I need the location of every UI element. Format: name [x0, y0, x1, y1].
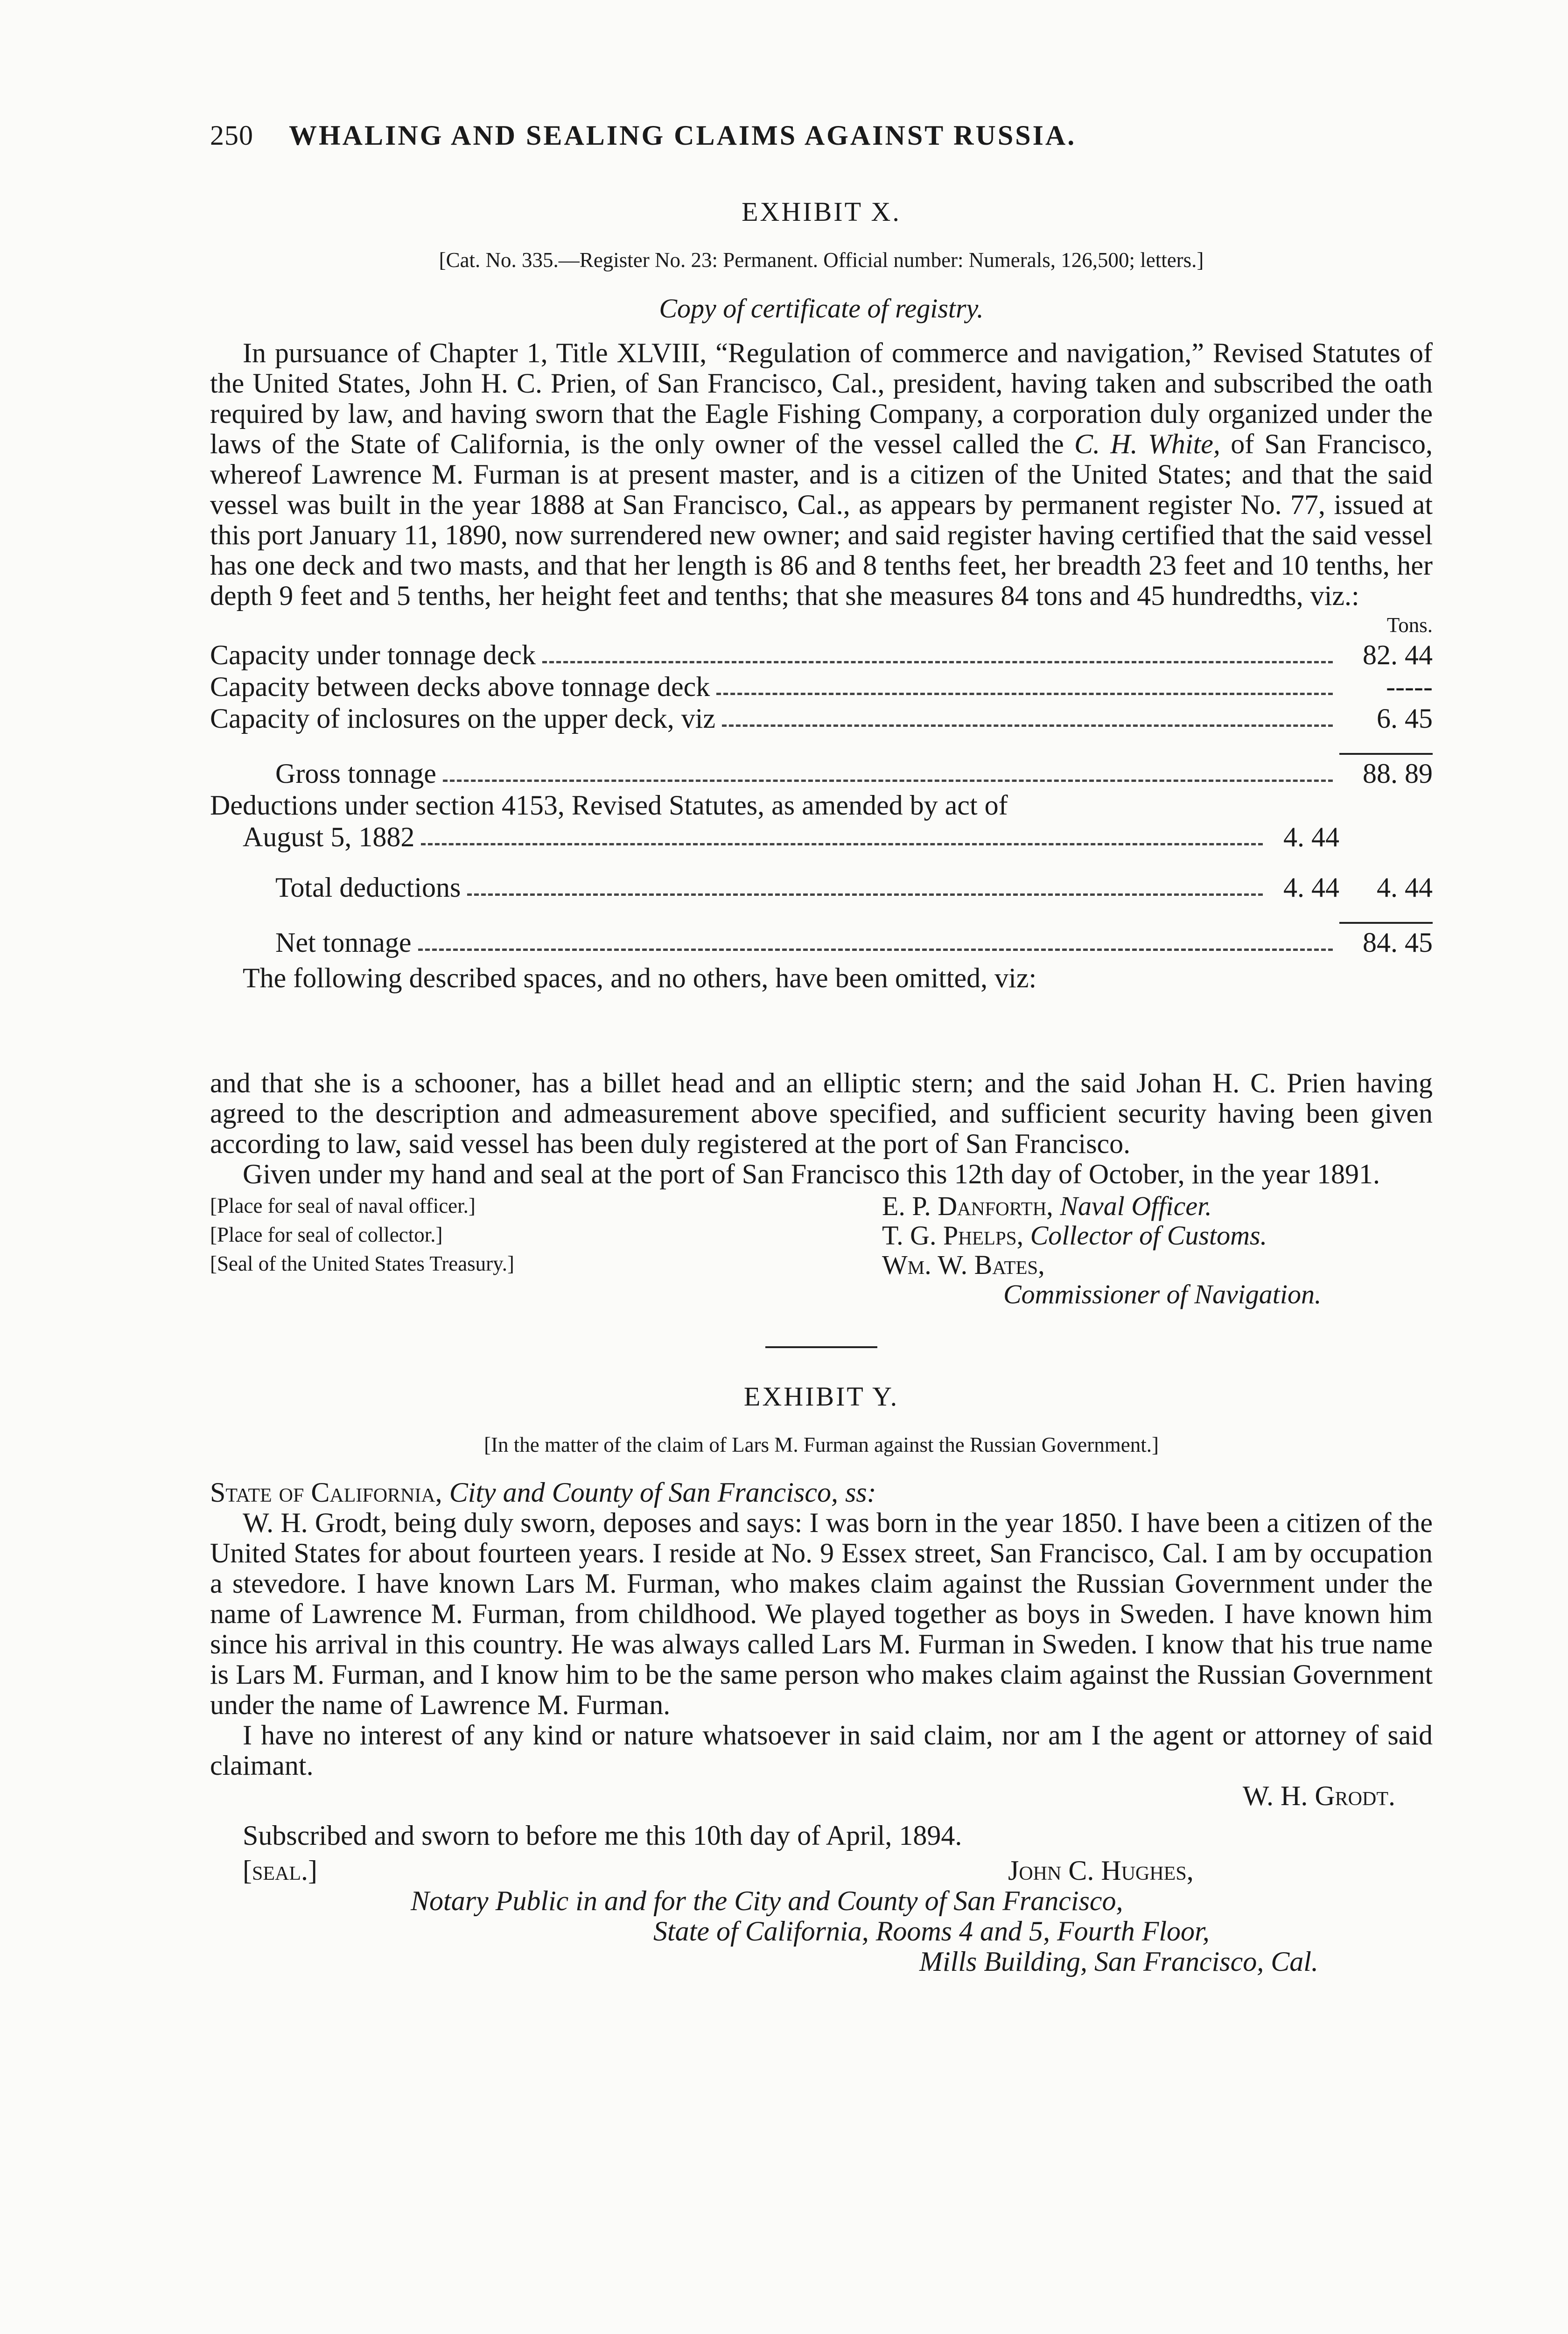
notary-line-3: Mills Building, San Francisco, Cal.	[919, 1946, 1318, 1977]
signature-phelps: T. G. Phelps, Collector of Customs.	[882, 1220, 1267, 1251]
tonnage-row-under-deck: Capacity under tonnage deck 82. 44	[210, 640, 1433, 670]
tonnage-row-deductions-heading: Deductions under section 4153, Revised Statutes, as amended by act of	[210, 790, 1008, 821]
tonnage-row-total-deductions: Total deductions 4. 44 4. 44	[275, 872, 1433, 903]
tonnage-table	[210, 639, 1433, 958]
catalog-line: [Cat. No. 335.—Register No. 23: Permanent. Official number: Numerals, 126,500; letters.]	[439, 248, 1204, 272]
matter-line: [In the matter of the claim of Lars M. Furman against the Russian Government.]	[484, 1433, 1159, 1456]
seal-naval-officer: [Place for seal of naval officer.]	[210, 1194, 476, 1217]
certificate-subtitle: Copy of certificate of registry.	[659, 293, 984, 323]
exhibit-x	[210, 196, 1433, 1309]
signature-bates-title: Commissioner of Navigation.	[1003, 1279, 1322, 1309]
exhibit-y	[210, 1381, 1433, 1977]
tonnage-row-deductions: August 5, 1882 4. 44	[243, 822, 1339, 852]
notary-name: John C. Hughes,	[1008, 1855, 1194, 1886]
page-number: 250	[210, 120, 253, 151]
affidavit-paragraph: W. H. Grodt, being duly sworn, deposes and says: I was born in the year 1850. I have been a citizen of the United States for about fourteen years. I reside at No. 9 Essex street, San Francisco, Cal. I am by occupation a stevedore. I have known Lars M. Furman, who makes claim against the Russian Government under the name of Lawrence M. Furman, from childhood. We played together as boys in Sweden. I have known him since his arrival in this country. He was always called Lars M. Furman in Sweden. I know that his true name is Lars M. Furman, and I know him to be the same person who makes claim against the Russian Government under the name of Lawrence M. Furman.	[210, 1507, 1433, 1720]
given-paragraph: Given under my hand and seal at the port of San Francisco this 12th day of October, in the year 1891.	[243, 1159, 1380, 1189]
seal-treasury: [Seal of the United States Treasury.]	[210, 1252, 514, 1275]
affiant-signature: W. H. Grodt.	[1242, 1780, 1395, 1811]
seal-placeholders	[210, 1191, 882, 1309]
registry-paragraph: In pursuance of Chapter 1, Title XLVIII, “Regulation of commerce and navigation,” Revised Statutes of the United States, John H. C. Prien, of San Francisco, Cal., president, having taken and subscribed the oath required by law, and having sworn that the Eagle Fishing Company, a corporation duly organized under the laws of the State of California, is the only owner of the vessel called the C. H. White, of San Francisco, whereof Lawrence M. Furman is at present master, and is a citizen of the United States; and that the said vessel was built in the year 1888 at San Francisco, Cal., as appears by permanent register No. 77, issued at this port January 11, 1890, now surrendered new owner; and said register having certified that the said vessel has one deck and two masts, and that her length is 86 and 8 tenths feet, her breadth 23 feet and 10 tenths, her depth 9 feet and 5 tenths, her height feet and tenths; that she measures 84 tons and 45 hundredths, viz.:	[210, 337, 1433, 611]
document-page	[210, 117, 1433, 1977]
notary-line-2: State of California, Rooms 4 and 5, Fourth Floor,	[653, 1916, 1210, 1947]
subscribed-line: Subscribed and sworn to before me this 10th day of April, 1894.	[243, 1820, 962, 1851]
tonnage-row-net: Net tonnage 84. 45	[210, 922, 1433, 958]
page-header	[210, 117, 1433, 154]
signature-bates: Wm. W. Bates,	[882, 1250, 1045, 1280]
exhibit-x-title: EXHIBIT X.	[742, 197, 901, 227]
venue-line: State of California, City and County of San Francisco, ss:	[210, 1477, 876, 1508]
tonnage-row-inclosures: Capacity of inclosures on the upper deck, viz 6. 45	[210, 703, 1433, 734]
seal-mark: [seal.]	[243, 1855, 317, 1886]
omitted-spaces-line: The following described spaces, and no others, have been omitted, viz:	[243, 963, 1037, 993]
description-paragraph: and that she is a schooner, has a billet head and an elliptic stern; and the said Johan H. C. Prien having agreed to the description and admeasurement above specified, and sufficient security having been given according to law, said vessel has been duly registered at the port of San Francisco.	[210, 1068, 1433, 1159]
tonnage-row-between-decks: Capacity between decks above tonnage deck -----	[210, 671, 1433, 702]
tonnage-row-gross: Gross tonnage 88. 89	[210, 753, 1433, 789]
interest-paragraph: I have no interest of any kind or nature whatsoever in said claim, nor am I the agent or attorney of said claimant.	[210, 1720, 1433, 1781]
notary-line-1: Notary Public in and for the City and County of San Francisco,	[411, 1885, 1123, 1916]
signatories	[882, 1191, 1433, 1309]
signature-block	[210, 1191, 1433, 1309]
signature-danforth: E. P. Danforth, Naval Officer.	[882, 1191, 1212, 1221]
tons-header: Tons.	[1386, 613, 1433, 637]
seal-collector: [Place for seal of collector.]	[210, 1223, 443, 1246]
running-title: WHALING AND SEALING CLAIMS AGAINST RUSSIA.	[289, 120, 1077, 151]
vessel-name: C. H. White,	[1074, 429, 1220, 459]
exhibit-y-title: EXHIBIT Y.	[743, 1381, 899, 1412]
notary-block	[210, 1856, 1433, 1886]
section-divider	[765, 1346, 877, 1348]
